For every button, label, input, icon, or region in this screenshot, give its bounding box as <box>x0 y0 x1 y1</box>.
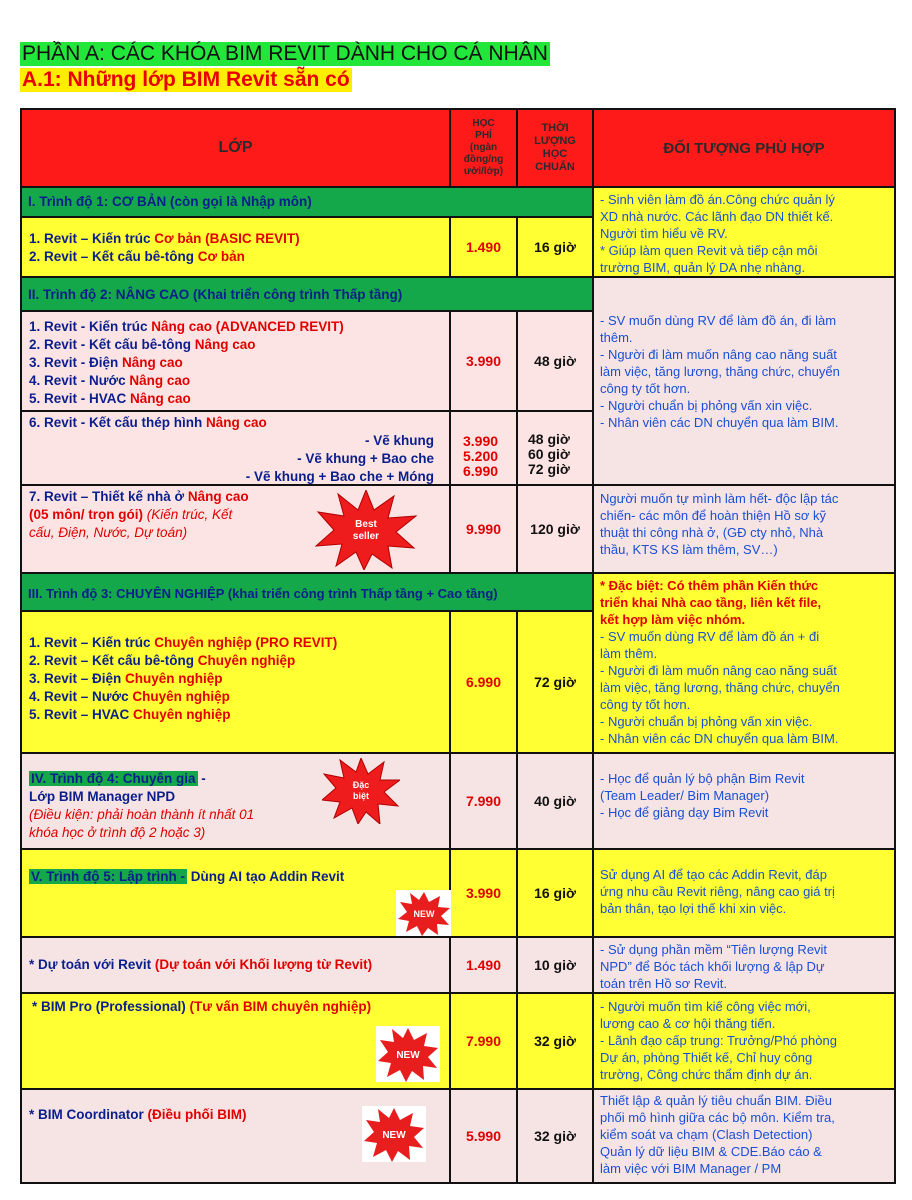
coord-hours <box>518 1090 594 1182</box>
badge-text: biệt <box>352 791 370 801</box>
level3-hours <box>518 612 594 754</box>
class-level: Chuyên nghiệp <box>133 707 231 722</box>
level3-fee <box>451 612 518 754</box>
new-badge <box>396 890 452 936</box>
hours-value: 72 giờ <box>528 461 570 477</box>
level2-steel-hours <box>518 412 594 486</box>
audience-line: làm việc, tăng lương, thăng chức, chuyển <box>600 680 840 695</box>
hours-value: 32 giờ <box>534 1128 576 1144</box>
level2-section-label: II. Trình độ 2: NÂNG CAO (Khai triển công trình Thấp tầng) <box>28 287 403 302</box>
audience-line: Sử dụng AI để tạo các Addin Revit, đáp <box>600 867 827 882</box>
audience-line: toán trên Hồ sơ Revit. <box>600 976 728 991</box>
audience-line: trường BIM, quản lý DA nhẹ nhàng. <box>600 260 806 275</box>
audience-line: - Lãnh đạo cấp trung: Trưởng/Phó phòng <box>600 1033 837 1048</box>
class-name: 4. Revit - Nước <box>29 373 130 388</box>
steel-option: - Vẽ khung <box>364 433 434 448</box>
fee-value: 5.200 <box>463 448 499 464</box>
header-duration-line: THỜI <box>541 122 569 134</box>
level1-section-label: I. Trình độ 1: CƠ BẢN (còn gọi là Nhập môn) <box>28 194 312 209</box>
class-name: 3. Revit – Điện <box>29 671 126 686</box>
audience-line: - SV muốn dùng RV để làm đồ án, đi làm <box>600 313 837 328</box>
level2-steel <box>22 412 451 486</box>
new-badge <box>362 1106 426 1162</box>
level2-house-fee <box>451 486 518 574</box>
header-fee-line: (ngàn <box>469 142 498 153</box>
level1-section <box>22 188 594 218</box>
header-duration-line: LƯỢNG <box>534 135 576 147</box>
level3-audience <box>594 574 894 754</box>
audience-line: làm thêm. <box>600 646 658 661</box>
class-name: 2. Revit – Kết cấu bê-tông <box>29 249 198 264</box>
level2-house <box>22 486 451 574</box>
class-condition: (Điều kiện: phải hoàn thành ít nhất 01 <box>29 807 255 822</box>
hours-value: 60 giờ <box>528 446 570 462</box>
fee-value: 1.490 <box>465 957 502 973</box>
audience-line: * Giúp làm quen Revit và tiếp cận môi <box>600 243 818 258</box>
audience-line: kiểm soát va chạm (Clash Detection) <box>600 1127 813 1142</box>
audience-line: bản thân, tạo lợi thế khi xin việc. <box>600 901 787 916</box>
level4-section-label: IV. Trình độ 4: Chuyên gia <box>31 771 196 786</box>
hours-value: 16 giờ <box>534 885 576 901</box>
level2-fee <box>451 312 518 412</box>
coord-audience <box>594 1090 894 1182</box>
class-name: - <box>197 771 206 786</box>
fee-value: 9.990 <box>465 521 502 537</box>
class-level: Nâng cao <box>194 337 256 352</box>
level5-classes <box>22 850 451 938</box>
class-detail: (05 môn/ trọn gói) <box>29 507 147 522</box>
badge-text: NEW <box>382 1130 406 1141</box>
class-level: Chuyên nghiệp (PRO REVIT) <box>154 635 338 650</box>
class-name: Dùng AI tạo Addin Revit <box>187 869 345 884</box>
class-name: 2. Revit – Kết cấu bê-tông <box>29 653 198 668</box>
class-level: Nâng cao <box>129 373 191 388</box>
audience-line: công ty tốt hơn. <box>600 381 691 396</box>
header-class-label: LỚP <box>218 139 253 156</box>
level2-classes <box>22 312 451 412</box>
header-audience <box>594 110 894 188</box>
audience-line: Dự án, phòng Thiết kế, Chỉ huy công <box>600 1050 813 1065</box>
header-fee-line: HỌC <box>472 118 495 129</box>
audience-line: - Người chuẩn bị phỏng vấn xin việc. <box>600 714 813 729</box>
best-seller-badge <box>314 490 418 570</box>
badge-text: NEW <box>396 1050 420 1061</box>
class-detail: (Dự toán với Khối lượng từ Revit) <box>154 957 373 972</box>
audience-line: - Người muốn tìm kiế công việc mới, <box>600 999 811 1014</box>
class-name: * BIM Pro (Professional) <box>32 999 190 1014</box>
hours-value: 16 giờ <box>534 239 576 255</box>
audience-line: - Nhân viên các DN chuyển qua làm BIM. <box>600 731 839 746</box>
level2-section <box>22 278 594 312</box>
class-name: * BIM Coordinator <box>29 1107 148 1122</box>
hours-value: 10 giờ <box>534 957 576 973</box>
special-note: triển khai Nhà cao tầng, liên kết file, <box>600 595 822 610</box>
level5-fee <box>451 850 518 938</box>
header-fee-line: đồng/ng <box>463 154 504 165</box>
class-level: Nâng cao <box>122 355 183 370</box>
audience-line: phối mô hình giữa các bộ môn. Kiểm tra, <box>600 1110 835 1125</box>
class-name: 5. Revit - HVAC <box>29 391 131 406</box>
audience-line: Thiết lập & quản lý tiêu chuẩn BIM. Điều <box>600 1093 832 1108</box>
audience-line: lương cao & cơ hội thăng tiến. <box>600 1016 776 1031</box>
special-badge <box>322 758 400 824</box>
audience-line: Người muốn tự mình làm hết- độc lập tác <box>600 491 839 506</box>
class-level: Cơ bản <box>197 249 245 264</box>
estimate-audience <box>594 938 894 994</box>
fee-value: 3.990 <box>465 885 502 901</box>
special-note: * Đặc biệt: Có thêm phần Kiến thức <box>600 578 819 593</box>
header-duration <box>518 110 594 188</box>
header-duration-line: HỌC <box>542 148 568 160</box>
coord-fee <box>451 1090 518 1182</box>
hours-value: 120 giờ <box>530 521 580 537</box>
header-fee <box>451 110 518 188</box>
class-name: 4. Revit – Nước <box>29 689 133 704</box>
level2-hours <box>518 312 594 412</box>
class-name: Lớp BIM Manager NPD <box>29 789 176 804</box>
level5-hours <box>518 850 594 938</box>
level5-audience <box>594 850 894 938</box>
audience-line: - Sinh viên làm đồ án.Công chức quản lý <box>600 192 835 207</box>
hours-value: 32 giờ <box>534 1033 576 1049</box>
bimpro-fee <box>451 994 518 1090</box>
course-table <box>20 108 896 1184</box>
new-badge <box>376 1026 440 1082</box>
level4-fee <box>451 754 518 850</box>
hours-value: 48 giờ <box>528 431 570 447</box>
audience-line: thầu, KTS KS làm thêm, SV…) <box>600 542 778 557</box>
audience-line: - Người chuẩn bị phỏng vấn xin việc. <box>600 398 813 413</box>
audience-line: trường, Công chức thẩm định dự án. <box>600 1067 813 1082</box>
audience-line: ứng nhu cầu Revit riêng, nâng cao giá trị <box>600 884 835 899</box>
hours-value: 48 giờ <box>534 353 576 369</box>
class-name: 6. Revit - Kết cấu thép hình <box>29 415 207 430</box>
bimpro-hours <box>518 994 594 1090</box>
badge-text: NEW <box>413 909 435 919</box>
header-class <box>22 110 451 188</box>
page-title: PHẦN A: CÁC KHÓA BIM REVIT DÀNH CHO CÁ NHÂN <box>22 42 548 65</box>
level1-fee <box>451 218 518 278</box>
class-name: 1. Revit – Kiến trúc <box>29 231 155 246</box>
estimate-class <box>22 938 451 994</box>
fee-value: 5.990 <box>465 1128 502 1144</box>
audience-line: thuật thi công nhà ở, (GĐ cty nhỏ, Nhà <box>600 525 824 540</box>
class-detail: (Kiến trúc, Kết <box>146 507 233 522</box>
level1-classes <box>22 218 451 278</box>
class-name: 2. Revit - Kết cấu bê-tông <box>29 337 195 352</box>
level5-section-label: V. Trình độ 5: Lập trình - <box>31 869 186 884</box>
level4-hours <box>518 754 594 850</box>
badge-text: Đặc <box>352 780 370 790</box>
class-level: Nâng cao (ADVANCED REVIT) <box>151 319 344 334</box>
fee-value: 3.990 <box>465 353 502 369</box>
audience-line: công ty tốt hơn. <box>600 697 691 712</box>
audience-line: XD nhà nước. Các lãnh đạo DN thiết kế. <box>600 209 834 224</box>
audience-line: Quản lý dữ liệu BIM & CDE.Báo cáo & <box>600 1144 822 1159</box>
class-detail: (Tư vấn BIM chuyên nghiệp) <box>189 999 372 1014</box>
audience-line: - Học để giảng dạy Bim Revit <box>600 805 769 820</box>
audience-line: (Team Leader/ Bim Manager) <box>600 788 770 803</box>
estimate-fee <box>451 938 518 994</box>
audience-line: - Người đi làm muốn nâng cao năng suất <box>600 663 837 678</box>
header-audience-label: ĐỐI TƯỢNG PHÙ HỢP <box>663 139 825 157</box>
bimpro-audience <box>594 994 894 1090</box>
audience-line: - Sử dụng phần mềm “Tiên lượng Revit <box>600 942 828 957</box>
header-duration-line: CHUẨN <box>535 161 575 173</box>
level3-section-label: III. Trình độ 3: CHUYÊN NGHIỆP (khai triển công trình Thấp tầng + Cao tầng) <box>28 586 498 601</box>
header-fee-line: PHÍ <box>475 130 492 141</box>
class-level: Cơ bản (BASIC REVIT) <box>154 231 300 246</box>
level1-audience <box>594 188 894 278</box>
hours-value: 72 giờ <box>534 674 576 690</box>
fee-value: 7.990 <box>465 793 502 809</box>
level2-house-audience <box>594 486 894 574</box>
header-fee-line: ười/lớp) <box>463 166 504 177</box>
class-name: 3. Revit - Điện <box>29 355 123 370</box>
level2-house-hours <box>518 486 594 574</box>
level2-audience <box>594 278 894 486</box>
class-detail: cấu, Điện, Nước, Dự toán) <box>29 525 188 540</box>
audience-line: thêm. <box>600 330 633 345</box>
estimate-hours <box>518 938 594 994</box>
fee-value: 6.990 <box>465 674 502 690</box>
audience-line: làm việc với BIM Manager / PM <box>600 1161 782 1176</box>
steel-option: - Vẽ khung + Bao che <box>297 451 434 466</box>
level4-classes <box>22 754 451 850</box>
class-name: * Dự toán với Revit <box>29 957 155 972</box>
class-level: Chuyên nghiệp <box>132 689 230 704</box>
audience-line: - SV muốn dùng RV để làm đồ án + đi <box>600 629 820 644</box>
class-level: Chuyên nghiệp <box>197 653 296 668</box>
class-detail: (Điều phối BIM) <box>147 1107 247 1122</box>
fee-value: 7.990 <box>465 1033 502 1049</box>
special-note: kết hợp làm việc nhóm. <box>600 612 746 627</box>
class-condition: khóa học ở trình độ 2 hoặc 3) <box>29 825 206 840</box>
class-level: Chuyên nghiệp <box>125 671 223 686</box>
hours-value: 40 giờ <box>534 793 576 809</box>
audience-line: - Học để quản lý bộ phận Bim Revit <box>600 771 805 786</box>
class-level: Nâng cao <box>187 489 249 504</box>
audience-line: NPD” để Bóc tách khối lượng & lập Dự <box>600 959 825 974</box>
level3-section <box>22 574 594 612</box>
steel-option: - Vẽ khung + Bao che + Móng <box>245 469 434 484</box>
page-subtitle: A.1: Những lớp BIM Revit sẵn có <box>22 68 350 91</box>
level4-audience <box>594 754 894 850</box>
class-name: 7. Revit – Thiết kế nhà ở <box>29 489 188 504</box>
audience-line: Người tìm hiểu về RV. <box>600 226 728 241</box>
audience-line: làm việc, tăng lương, thăng chức, chuyển <box>600 364 840 379</box>
class-level: Nâng cao <box>130 391 191 406</box>
class-name: 1. Revit - Kiến trúc <box>29 319 152 334</box>
titles <box>20 42 550 92</box>
fee-value: 6.990 <box>463 463 499 479</box>
badge-text: seller <box>352 531 380 542</box>
level1-hours <box>518 218 594 278</box>
audience-line: chiến- các môn để hoàn thiện Hồ sơ kỹ <box>600 508 827 523</box>
badge-text: Best <box>355 519 377 530</box>
level3-classes <box>22 612 451 754</box>
class-level: Nâng cao <box>206 415 267 430</box>
fee-value: 3.990 <box>463 433 499 449</box>
class-name: 1. Revit – Kiến trúc <box>29 635 155 650</box>
audience-line: - Người đi làm muốn nâng cao năng suất <box>600 347 837 362</box>
audience-line: - Nhân viên các DN chuyển qua làm BIM. <box>600 415 839 430</box>
fee-value: 1.490 <box>465 239 502 255</box>
class-name: 5. Revit – HVAC <box>29 707 134 722</box>
level2-steel-fees <box>451 412 518 486</box>
